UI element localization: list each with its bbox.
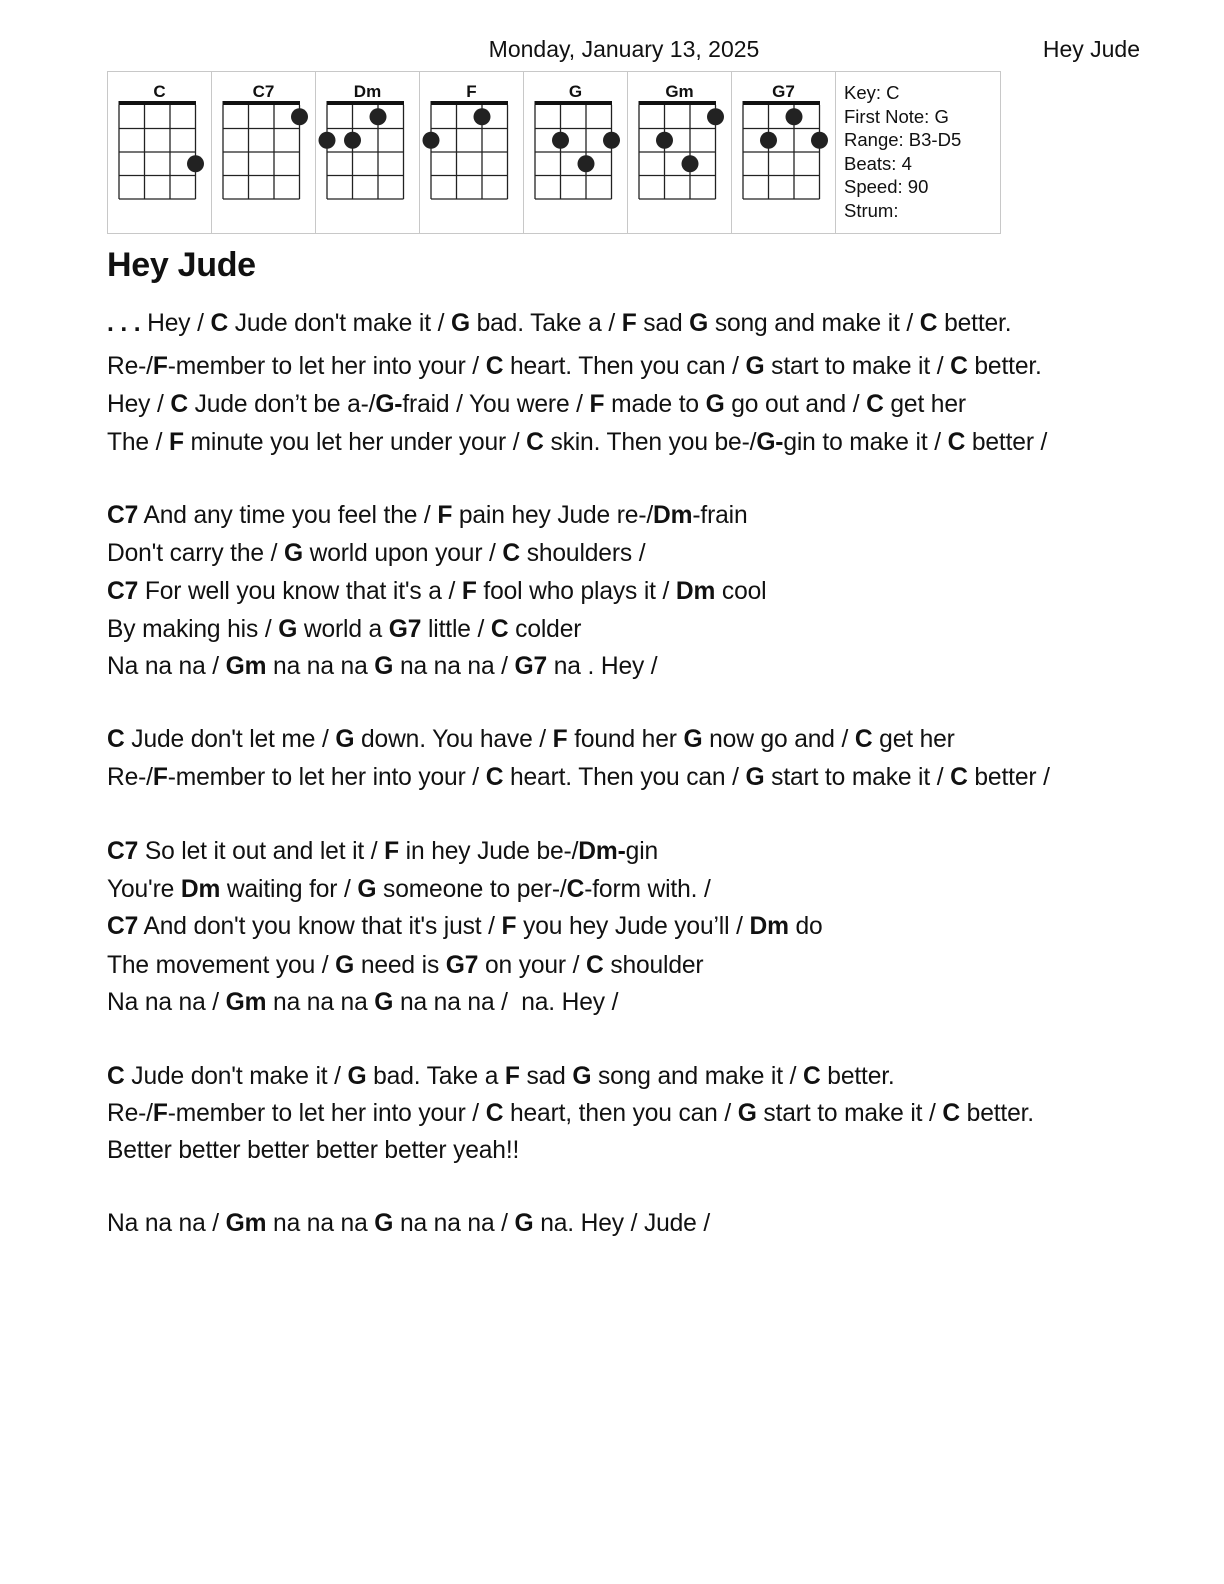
lyric-line <box>107 1063 895 1091</box>
lyric-text: heart, then you can / <box>503 1100 738 1127</box>
lyric-text: -member to let her into your / <box>167 353 486 380</box>
chord-marker: C <box>170 391 188 418</box>
lyric-text: cool <box>715 578 767 605</box>
finger-dot <box>319 132 336 149</box>
lyric-line <box>107 653 658 681</box>
chord-marker: C <box>950 353 968 380</box>
chord-marker: . . . <box>107 310 148 337</box>
chord-name: G <box>568 82 583 101</box>
chord-marker: C <box>854 726 873 753</box>
chord-marker: G <box>278 616 298 643</box>
lyric-text: down. You have / <box>354 726 553 753</box>
chord-fretboard <box>628 72 732 233</box>
lyric-text: better. <box>820 1063 895 1090</box>
chord-marker: G7 <box>445 952 479 979</box>
chord-fretboard <box>524 72 628 233</box>
finger-dot <box>344 132 361 149</box>
chord-marker: F <box>621 310 637 337</box>
chord-diagram-dm <box>316 72 420 233</box>
lyric-text: world a <box>297 616 389 643</box>
chord-marker: F <box>589 391 605 418</box>
chord-marker: F <box>552 726 568 753</box>
lyric-text: -member to let her into your / <box>167 764 486 791</box>
finger-dot <box>370 108 387 125</box>
chord-marker: G <box>374 653 394 680</box>
lyric-text: shoulder <box>603 952 704 979</box>
lyric-text: start to make it / <box>764 764 951 791</box>
chord-diagram-g7 <box>732 72 836 233</box>
lyric-text: on your / <box>478 952 587 979</box>
lyric-text: Jude don't let me / <box>124 726 336 753</box>
finger-dot <box>811 132 828 149</box>
lyric-text: world upon your / <box>302 540 503 567</box>
lyric-text: start to make it / <box>764 353 951 380</box>
chord-marker: C7 <box>107 502 139 529</box>
lyric-text: -form with. / <box>584 876 711 903</box>
chord-chart-table <box>107 71 1001 234</box>
chord-marker: C <box>485 1100 504 1127</box>
lyric-text: better / <box>967 764 1050 791</box>
chord-fretboard <box>420 72 524 233</box>
lyric-text: sad <box>519 1063 573 1090</box>
chord-marker: C7 <box>107 913 139 940</box>
chord-marker: C <box>502 540 521 567</box>
lyric-text: na. Hey / Jude / <box>533 1210 711 1237</box>
chord-marker: C7 <box>107 838 139 865</box>
lyric-text: better. <box>959 1100 1034 1127</box>
chord-marker: G7 <box>514 653 548 680</box>
chord-marker: G <box>374 1210 394 1237</box>
lyric-line <box>107 353 1042 381</box>
chord-nut <box>743 101 821 105</box>
lyric-text: heart. Then you can / <box>503 353 746 380</box>
lyric-text: Don't carry the / <box>107 540 284 567</box>
finger-dot <box>682 155 699 172</box>
lyric-text: Na na na / <box>107 989 226 1016</box>
lyric-text: na na na <box>266 989 375 1016</box>
chord-marker: C <box>566 876 585 903</box>
lyric-text: Re-/ <box>107 764 153 791</box>
chord-name: C7 <box>252 82 275 101</box>
lyric-text: You're <box>107 876 181 903</box>
lyric-text: na na na <box>266 1210 375 1237</box>
chord-marker: G <box>745 764 765 791</box>
lyric-line <box>107 726 955 754</box>
lyric-text: Na na na / <box>107 1210 226 1237</box>
chord-marker: C <box>950 764 968 791</box>
chord-marker: C <box>586 952 604 979</box>
chord-name: G7 <box>772 82 795 101</box>
lyric-line <box>107 1100 1034 1128</box>
lyric-text: need is <box>354 952 446 979</box>
chord-nut <box>639 101 717 105</box>
lyric-text: Jude don't make it / <box>124 1063 348 1090</box>
lyric-text: So let it out and let it / <box>138 838 385 865</box>
lyric-text: The / <box>107 429 169 456</box>
finger-dot <box>423 132 440 149</box>
chord-marker: C <box>947 429 966 456</box>
lyric-text: And don't you know that it's just / <box>138 913 502 940</box>
chord-marker: Gm <box>225 1210 267 1237</box>
chord-marker: G <box>374 989 394 1016</box>
lyric-text: Re-/ <box>107 1100 153 1127</box>
chord-marker: C <box>802 1063 821 1090</box>
lyric-line <box>107 616 581 644</box>
chord-name: F <box>466 82 477 101</box>
song-info <box>836 72 961 233</box>
lyric-text: shoulders / <box>520 540 646 567</box>
lyric-text: gin <box>625 838 659 865</box>
lyric-text: gin to make it / <box>783 429 948 456</box>
chord-marker: C <box>210 310 229 337</box>
finger-dot <box>474 108 491 125</box>
chord-marker: F <box>461 578 477 605</box>
chord-fretboard <box>732 72 836 233</box>
lyric-text: Jude don’t be a-/ <box>187 391 376 418</box>
chord-diagram-gm <box>628 72 732 233</box>
chord-marker: C <box>919 310 938 337</box>
lyric-text: bad. Take a <box>366 1063 505 1090</box>
chord-fretboard <box>212 72 316 233</box>
chord-marker: F <box>168 429 184 456</box>
finger-dot <box>552 132 569 149</box>
finger-dot <box>291 108 308 125</box>
chord-nut <box>119 101 197 105</box>
lyric-text: made to <box>604 391 706 418</box>
chord-marker: G <box>514 1210 534 1237</box>
chord-marker: G- <box>756 429 784 456</box>
finger-dot <box>656 132 673 149</box>
finger-dot <box>603 132 620 149</box>
lyric-text: get her <box>883 391 966 418</box>
chord-diagram-c <box>108 72 212 233</box>
chord-marker: C <box>485 353 504 380</box>
lyric-line <box>107 310 1011 338</box>
chord-marker: G7 <box>388 616 422 643</box>
lyric-text: -frain <box>692 502 748 529</box>
chord-marker: G <box>683 726 703 753</box>
chord-marker: G- <box>375 391 403 418</box>
chord-marker: G <box>689 310 709 337</box>
lyric-line <box>107 764 1050 792</box>
lyric-text: bad. Take a / <box>469 310 622 337</box>
song-info-line: Key: C <box>844 82 900 103</box>
chord-marker: F <box>504 1063 520 1090</box>
lyric-text: song and make it / <box>708 310 920 337</box>
lyric-text: do <box>788 913 823 940</box>
lyric-text: better. <box>967 353 1042 380</box>
document-date: Monday, January 13, 2025 <box>488 36 760 62</box>
chord-marker: G <box>572 1063 592 1090</box>
lyric-text: Hey / <box>107 391 171 418</box>
chord-marker: Dm <box>749 913 789 940</box>
chord-marker: Dm <box>675 578 716 605</box>
lyric-text: na na na / <box>393 653 515 680</box>
lyric-text: better. <box>937 310 1012 337</box>
lyric-line <box>107 1210 710 1238</box>
lyric-line <box>107 876 711 904</box>
chord-marker: F <box>384 838 399 865</box>
lyric-text: By making his / <box>107 616 279 643</box>
lyric-text: na na na <box>266 653 375 680</box>
lyric-text: pain hey Jude re-/ <box>452 502 654 529</box>
lyric-text: For well you know that it's a / <box>138 578 462 605</box>
lyric-text: fraid / You were / <box>402 391 590 418</box>
lyric-text: And any time you feel the / <box>138 502 438 529</box>
lyric-text: waiting for / <box>220 876 358 903</box>
chord-marker: G <box>357 876 377 903</box>
lyric-line <box>107 913 823 941</box>
chord-nut <box>431 101 509 105</box>
finger-dot <box>786 108 803 125</box>
chord-marker: C <box>107 726 125 753</box>
chord-marker: G <box>347 1063 367 1090</box>
chord-marker: C <box>490 616 509 643</box>
chord-marker: G <box>335 726 355 753</box>
chord-marker: G <box>745 353 765 380</box>
lyric-text: heart. Then you can / <box>503 764 746 791</box>
lyric-text: someone to per-/ <box>376 876 567 903</box>
lyric-line <box>107 578 766 606</box>
chord-nut <box>327 101 405 105</box>
chord-nut <box>223 101 301 105</box>
chord-diagram-c7 <box>212 72 316 233</box>
finger-dot <box>578 155 595 172</box>
lyric-line <box>107 838 658 866</box>
chord-marker: C7 <box>107 578 139 605</box>
finger-dot <box>187 155 204 172</box>
chord-marker: C <box>107 1063 125 1090</box>
chord-fretboard <box>316 72 420 233</box>
lyric-text: now go and / <box>702 726 855 753</box>
chord-name: Dm <box>353 82 382 101</box>
lyric-text: start to make it / <box>756 1100 943 1127</box>
lyric-text: go out and / <box>724 391 867 418</box>
song-title: Hey Jude <box>107 246 256 284</box>
lyric-text: you hey Jude you’ll / <box>516 913 750 940</box>
lyric-text: song and make it / <box>591 1063 803 1090</box>
chord-diagram-g <box>524 72 628 233</box>
chord-marker: Dm <box>180 876 221 903</box>
chord-diagram-f <box>420 72 524 233</box>
lyric-text: better / <box>965 429 1048 456</box>
chord-marker: F <box>437 502 453 529</box>
chord-name: C <box>153 82 166 101</box>
document-header-title: Hey Jude <box>1042 36 1140 62</box>
finger-dot <box>707 108 724 125</box>
lyric-text: sad <box>636 310 690 337</box>
chord-marker: F <box>501 913 517 940</box>
chord-marker: G <box>705 391 725 418</box>
lyric-line <box>107 952 703 980</box>
lyric-line <box>107 1137 519 1165</box>
chord-marker: G <box>283 540 303 567</box>
chord-marker: F <box>152 353 168 380</box>
song-info-line: First Note: G <box>844 105 949 127</box>
lyric-text: Hey / <box>147 310 211 337</box>
chord-marker: G <box>737 1100 757 1127</box>
chord-marker: Gm <box>225 989 267 1016</box>
chord-marker: G <box>450 310 470 337</box>
song-info-line: Strum: <box>844 199 899 221</box>
chord-marker: C <box>526 429 544 456</box>
chord-marker: G <box>335 952 355 979</box>
chord-marker: C <box>942 1100 960 1127</box>
lyric-text: get her <box>872 726 955 753</box>
chord-marker: Gm <box>225 653 267 680</box>
chord-diagrams <box>108 72 836 233</box>
lyric-line <box>107 540 645 568</box>
lyric-text: na . Hey / <box>547 653 658 680</box>
song-info-line: Speed: 90 <box>844 176 929 198</box>
chord-name: Gm <box>665 82 694 101</box>
chord-marker: F <box>152 1100 168 1127</box>
lyric-text: in hey Jude be-/ <box>399 838 579 865</box>
song-info-line: Beats: 4 <box>844 152 912 174</box>
lyric-text: Jude don't make it / <box>228 310 451 337</box>
lyric-text: found her <box>567 726 684 753</box>
finger-dot <box>760 132 777 149</box>
chord-marker: Dm <box>653 502 693 529</box>
lyric-line <box>107 429 1047 457</box>
lyric-text: Better better better better better yeah!! <box>107 1137 520 1164</box>
lyric-text: skin. Then you be-/ <box>543 429 757 456</box>
lyric-line <box>107 391 966 419</box>
lyric-text: The movement you / <box>107 952 336 979</box>
chord-marker: C <box>485 764 504 791</box>
lyric-text: Na na na / <box>107 653 226 680</box>
chord-nut <box>535 101 613 105</box>
lyric-text: minute you let her under your / <box>183 429 527 456</box>
lyric-text: little / <box>421 616 491 643</box>
lyric-text: -member to let her into your / <box>167 1100 486 1127</box>
song-info-line: Range: B3-D5 <box>844 129 962 151</box>
chord-marker: Dm- <box>578 838 626 865</box>
chord-fretboard <box>108 72 212 233</box>
lyric-line <box>107 989 618 1017</box>
lyric-text: fool who plays it / <box>476 578 676 605</box>
chord-marker: C <box>866 391 884 418</box>
lyric-line <box>107 502 748 530</box>
lyric-text: na na na / <box>393 1210 515 1237</box>
lyric-text: Re-/ <box>107 353 153 380</box>
lyric-text: colder <box>508 616 582 643</box>
chord-marker: F <box>152 764 168 791</box>
lyric-text: na na na / na. Hey / <box>393 989 619 1016</box>
